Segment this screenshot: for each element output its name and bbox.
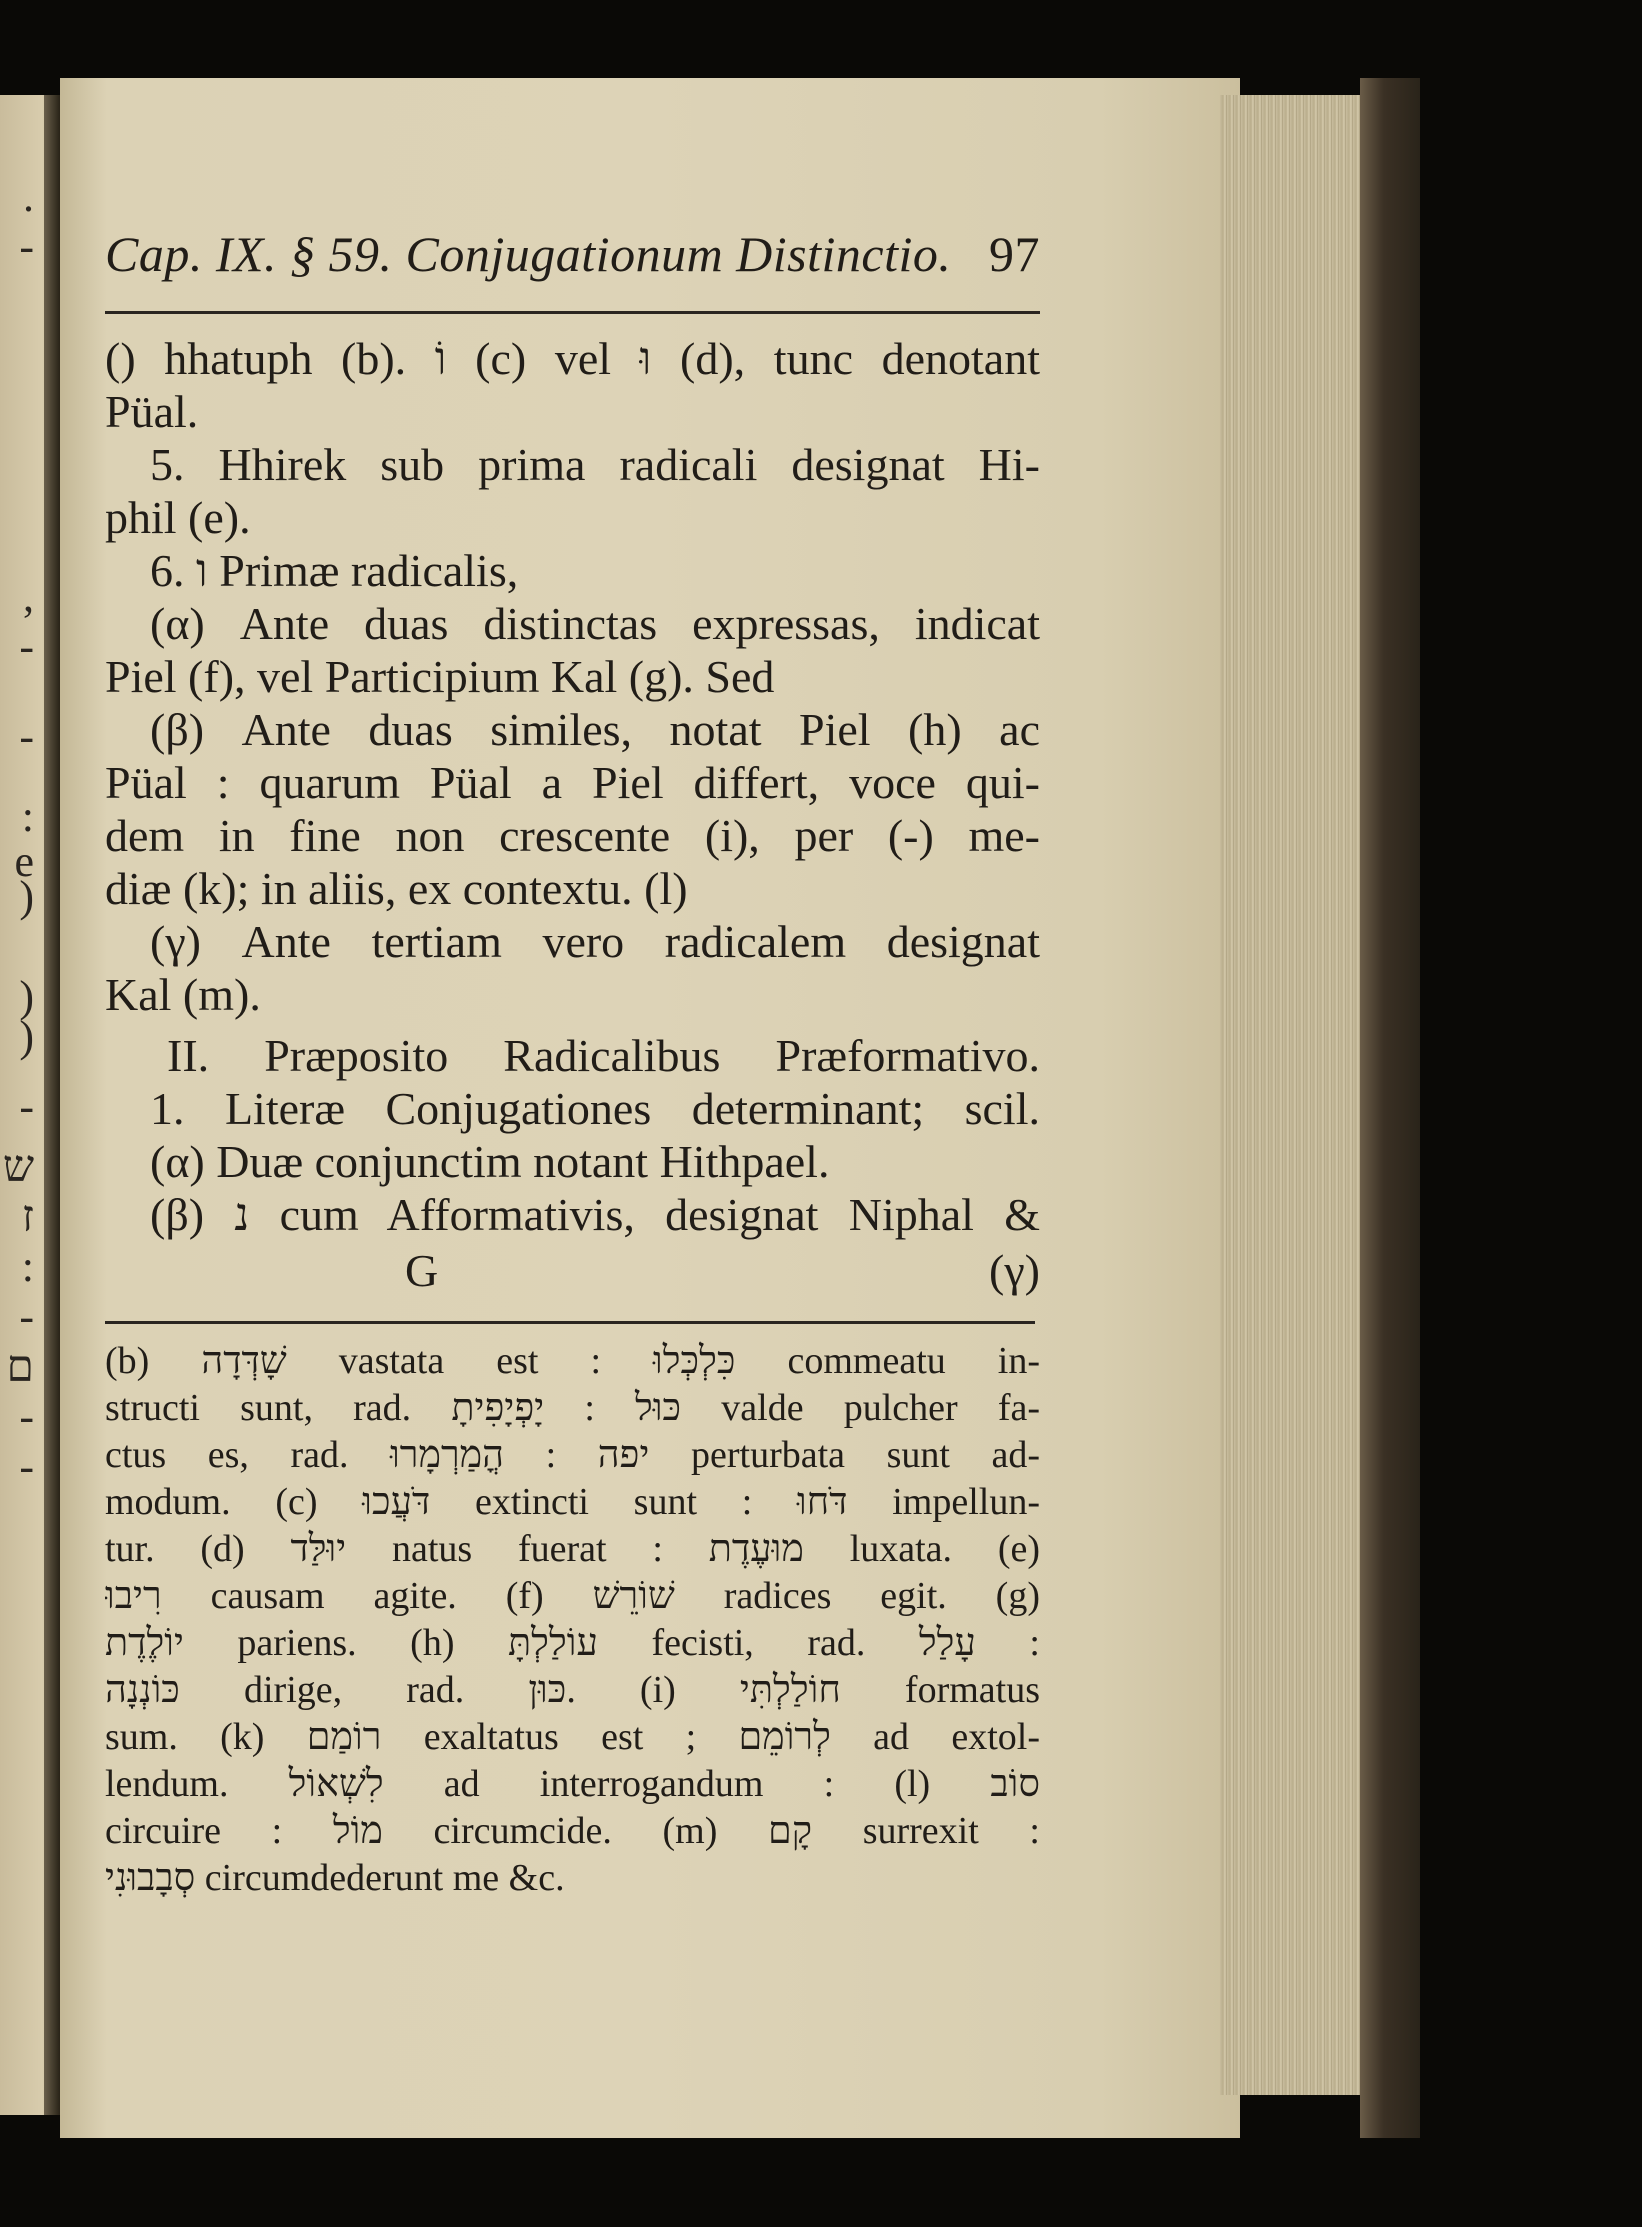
left-page-fragment: :	[21, 1242, 34, 1291]
left-page-fragment: )	[19, 872, 34, 921]
left-page-fragment: -	[19, 1392, 34, 1441]
page-edges	[1220, 95, 1380, 2095]
header-rule	[105, 311, 1040, 314]
body-text	[105, 332, 1040, 1241]
catchword-line	[105, 1241, 1040, 1301]
footnote-line: רִיבוּ causam agite. (f) שׁוֹרֵשׁ radices egit. (g)	[105, 1575, 1040, 1617]
left-page-fragment: ם	[6, 1342, 34, 1391]
body-line: 1. Literæ Conjugationes determinant; scil.	[150, 1083, 1040, 1134]
footnotes	[105, 1338, 1040, 1902]
left-page-fragment: ז	[21, 1192, 34, 1241]
signature-mark: G	[405, 1245, 439, 1296]
left-page-fragment: -	[19, 1442, 34, 1491]
section-heading: II. Præposito Radicalibus Præformativo.	[167, 1030, 1040, 1081]
left-page-fragment: -	[19, 712, 34, 761]
page-number: 97	[989, 226, 1040, 282]
footnote-line: ctus es, rad. יפה : הֳמַרְמָרוּ perturbata sunt ad-	[105, 1434, 1040, 1476]
left-page-fragment: -	[19, 222, 34, 271]
body-line: diæ (k); in aliis, ex contextu. (l)	[105, 863, 688, 914]
left-page-fragment: )	[19, 1012, 34, 1061]
body-line: Kal (m).	[105, 969, 261, 1020]
footnote-line: tur. (d) יוּלַּד natus fuerat : מוּעֶדֶת luxata. (e)	[105, 1528, 1040, 1570]
left-page-fragment: )	[19, 972, 34, 1021]
left-page-fragment: ש	[2, 1142, 34, 1191]
body-line: (α) Ante duas distinctas expressas, indicat	[150, 598, 1040, 649]
footnote-line: יוֹלֶדֶת pariens. (h) עוֹלַלְתָּ fecisti, rad. עָלַל :	[105, 1622, 1040, 1664]
left-page-fragment: .	[23, 172, 34, 221]
left-page-fragment: ,	[23, 572, 34, 621]
body-line: phil (e).	[105, 492, 251, 543]
body-line: dem in fine non crescente (i), per (-) me-	[105, 810, 1040, 861]
body-line: Püal.	[105, 386, 199, 437]
body-line: (α) Duæ conjunctim notant Hithpael.	[150, 1136, 830, 1187]
page-text	[105, 225, 1040, 1902]
left-page-fragment: -	[19, 1292, 34, 1341]
body-line: () hhatuph (b). וֹ (c) vel וּ (d), tunc denotant	[105, 333, 1040, 384]
catchword: (γ)	[989, 1245, 1040, 1296]
body-line: (β) Ante duas similes, notat Piel (h) ac	[150, 704, 1040, 755]
left-page-fragment: -	[19, 1082, 34, 1131]
footnote-line: structi sunt, rad. כּוּל : יָפְיָפִיתָ valde pulcher fa-	[105, 1387, 1040, 1429]
body-line: (γ) Ante tertiam vero radicalem designat	[150, 916, 1040, 967]
footnote-line: sum. (k) רוֹמַם exaltatus est ; לְרוֹמֵם ad extol-	[105, 1716, 1040, 1758]
footnote-line: modum. (c) דֹּעֲכוּ extincti sunt : דֹּחוּ impellun-	[105, 1481, 1040, 1523]
footnote-line: (b) שָׁדְּדָה vastata est : כִּלְכְּלוּ commeatu in-	[105, 1340, 1040, 1382]
left-page-fragment: -	[19, 622, 34, 671]
body-line: Püal : quarum Püal a Piel differt, voce qui-	[105, 757, 1040, 808]
left-page-fragment: e	[14, 837, 34, 886]
footnote-line: circuire : מוֹל circumcide. (m) קָם surrexit :	[105, 1810, 1040, 1852]
book-cover	[1360, 78, 1420, 2138]
running-header	[105, 225, 1040, 295]
body-line: (β) נ cum Afformativis, designat Niphal &	[150, 1189, 1040, 1240]
body-line: 5. Hhirek sub prima radicali designat Hi-	[150, 439, 1040, 490]
footnote-line: סְבָבוּנִי circumdederunt me &c.	[105, 1857, 565, 1899]
body-line: Piel (f), vel Participium Kal (g). Sed	[105, 651, 775, 702]
footnote-rule	[105, 1321, 1035, 1324]
footnote-line: lendum. לִשְׁאוֹל ad interrogandum : (l) סוֹב	[105, 1763, 1040, 1805]
left-page-fragment: :	[21, 792, 34, 841]
running-title: Cap. IX. § 59. Conjugationum Distinctio.	[105, 226, 952, 282]
body-line: 6. ו Primæ radicalis,	[150, 545, 519, 596]
footnote-line: כּוֹנְנָה dirige, rad. כּוּן. (i) חוֹלַלְתִּי formatus	[105, 1669, 1040, 1711]
